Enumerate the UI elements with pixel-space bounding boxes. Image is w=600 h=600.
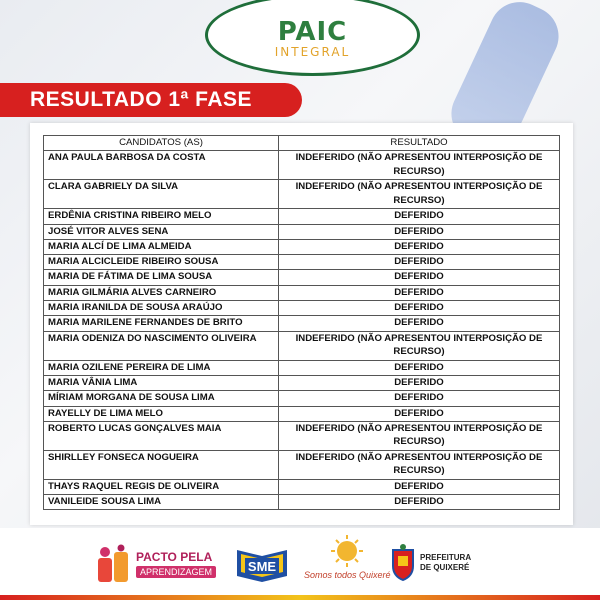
candidate-result: INDEFERIDO (NÃO APRESENTOU INTERPOSIÇÃO DE RECURSO) <box>279 421 560 450</box>
candidate-result: DEFERIDO <box>279 255 560 270</box>
table-row <box>44 495 560 510</box>
prefeitura-line2: DE QUIXERÉ <box>420 563 470 572</box>
pacto-logo <box>96 544 216 584</box>
candidate-name: MARIA IRANILDA DE SOUSA ARAÚJO <box>44 301 279 316</box>
candidate-result: DEFERIDO <box>279 391 560 406</box>
sme-label: SME <box>247 559 277 574</box>
candidate-result: DEFERIDO <box>279 406 560 421</box>
candidate-name: ROBERTO LUCAS GONÇALVES MAIA <box>44 421 279 450</box>
table-row <box>44 450 560 479</box>
table-row <box>44 239 560 254</box>
candidate-result: DEFERIDO <box>279 495 560 510</box>
candidate-name: RAYELLY DE LIMA MELO <box>44 406 279 421</box>
candidate-result: DEFERIDO <box>279 209 560 224</box>
table-row <box>44 316 560 331</box>
table-row <box>44 224 560 239</box>
candidate-result: DEFERIDO <box>279 301 560 316</box>
candidate-result: DEFERIDO <box>279 224 560 239</box>
results-document <box>30 123 573 525</box>
table-header-row <box>44 136 560 151</box>
candidate-name: MARIA MARILENE FERNANDES DE BRITO <box>44 316 279 331</box>
candidate-result: DEFERIDO <box>279 375 560 390</box>
footer-logos <box>0 528 600 600</box>
prefeitura-logo <box>390 544 471 582</box>
table-row <box>44 301 560 316</box>
candidate-name: MÍRIAM MORGANA DE SOUSA LIMA <box>44 391 279 406</box>
sun-icon <box>312 534 382 568</box>
candidate-result: INDEFERIDO (NÃO APRESENTOU INTERPOSIÇÃO DE RECURSO) <box>279 151 560 180</box>
table-row <box>44 421 560 450</box>
column-header-candidates: CANDIDATOS (AS) <box>44 136 279 151</box>
sme-icon <box>233 542 291 584</box>
candidate-name: MARIA ALCÍ DE LIMA ALMEIDA <box>44 239 279 254</box>
page-title-banner <box>0 83 302 117</box>
table-row <box>44 375 560 390</box>
table-row <box>44 331 560 360</box>
table-row <box>44 479 560 494</box>
candidate-name: MARIA ALCICLEIDE RIBEIRO SOUSA <box>44 255 279 270</box>
footer-stripe <box>0 595 600 600</box>
pacto-icon <box>96 544 132 584</box>
table-row <box>44 270 560 285</box>
table-row <box>44 360 560 375</box>
candidate-name: MARIA GILMÁRIA ALVES CARNEIRO <box>44 285 279 300</box>
somos-logo <box>304 534 391 580</box>
results-table <box>43 135 560 510</box>
results-table-body <box>44 151 560 510</box>
candidate-name: MARIA OZILENE PEREIRA DE LIMA <box>44 360 279 375</box>
candidate-result: INDEFERIDO (NÃO APRESENTOU INTERPOSIÇÃO DE RECURSO) <box>279 450 560 479</box>
candidate-name: ANA PAULA BARBOSA DA COSTA <box>44 151 279 180</box>
pacto-logo-line2: APRENDIZAGEM <box>136 566 216 578</box>
paic-logo-subtitle: INTEGRAL <box>274 45 351 59</box>
candidate-result: DEFERIDO <box>279 239 560 254</box>
candidate-result: INDEFERIDO (NÃO APRESENTOU INTERPOSIÇÃO DE RECURSO) <box>279 331 560 360</box>
paic-logo-title: PAIC <box>277 17 348 47</box>
candidate-name: THAYS RAQUEL REGIS DE OLIVEIRA <box>44 479 279 494</box>
table-row <box>44 255 560 270</box>
candidate-name: MARIA ODENIZA DO NASCIMENTO OLIVEIRA <box>44 331 279 360</box>
candidate-name: ERDÊNIA CRISTINA RIBEIRO MELO <box>44 209 279 224</box>
candidate-result: DEFERIDO <box>279 316 560 331</box>
table-row <box>44 209 560 224</box>
candidate-result: DEFERIDO <box>279 270 560 285</box>
table-row <box>44 180 560 209</box>
candidate-name: VANILEIDE SOUSA LIMA <box>44 495 279 510</box>
column-header-result: RESULTADO <box>279 136 560 151</box>
table-row <box>44 406 560 421</box>
pacto-logo-line1: PACTO PELA <box>136 550 213 564</box>
prefeitura-line1: PREFEITURA <box>420 553 472 562</box>
candidate-name: SHIRLLEY FONSECA NOGUEIRA <box>44 450 279 479</box>
sme-logo <box>233 542 291 584</box>
somos-label: Somos todos Quixeré <box>304 570 391 580</box>
candidate-result: DEFERIDO <box>279 360 560 375</box>
candidate-name: MARIA DE FÁTIMA DE LIMA SOUSA <box>44 270 279 285</box>
table-row <box>44 391 560 406</box>
candidate-name: JOSÉ VITOR ALVES SENA <box>44 224 279 239</box>
candidate-name: CLARA GABRIELY DA SILVA <box>44 180 279 209</box>
candidate-result: INDEFERIDO (NÃO APRESENTOU INTERPOSIÇÃO DE RECURSO) <box>279 180 560 209</box>
page-title: RESULTADO 1ª FASE <box>30 88 253 111</box>
table-row <box>44 151 560 180</box>
candidate-result: DEFERIDO <box>279 479 560 494</box>
candidate-result: DEFERIDO <box>279 285 560 300</box>
candidate-name: MARIA VÂNIA LIMA <box>44 375 279 390</box>
coat-of-arms-icon <box>390 544 416 582</box>
table-row <box>44 285 560 300</box>
